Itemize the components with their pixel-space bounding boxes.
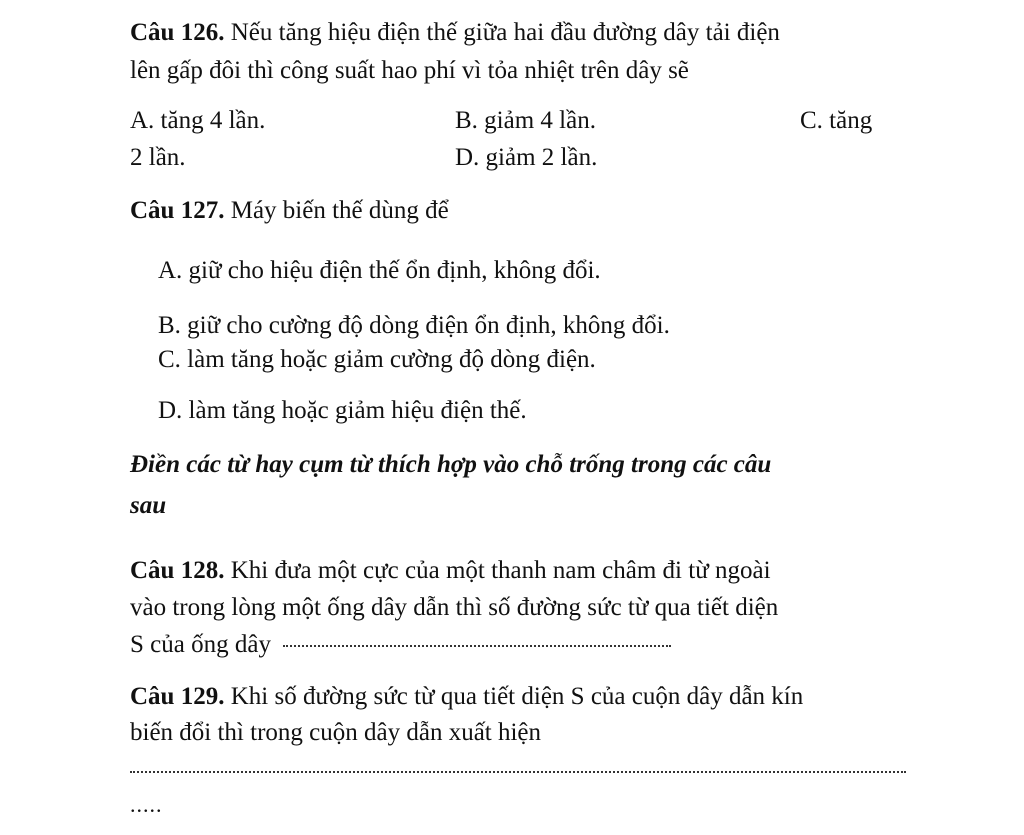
instruction-line1: Điền các từ hay cụm từ thích hợp vào chỗ trống trong các câu — [130, 451, 772, 478]
q129-line1 — [130, 682, 803, 712]
q126-option-c: C. tăng — [800, 107, 873, 134]
q126-option-d: D. giảm 2 lần. — [455, 144, 598, 171]
q126-line1 — [130, 18, 780, 48]
q129-text-line2: biến đổi thì trong cuộn dây dẫn xuất hiện — [130, 719, 542, 746]
q127-label: Câu 127. — [130, 197, 225, 224]
q126-text-line2: lên gấp đôi thì công suất hao phí vì tỏa nhiệt trên dây sẽ — [130, 57, 689, 84]
q126-option-c-cont: 2 lần. — [130, 144, 186, 171]
q127-line1 — [130, 196, 449, 226]
q128-answer-blank[interactable] — [283, 645, 671, 647]
q128-line3 — [130, 630, 671, 660]
q128-text-line3: S của ống dây — [130, 631, 278, 658]
q129-label: Câu 129. — [130, 683, 225, 710]
q128-label: Câu 128. — [130, 557, 225, 584]
q129-trailing-dots: ..... — [130, 792, 163, 817]
q127-option-c: C. làm tăng hoặc giảm cường độ dòng điện. — [158, 346, 596, 373]
q127-text: Máy biến thế dùng để — [224, 197, 449, 224]
q126-label: Câu 126. — [130, 19, 225, 46]
q128-text-line2: vào trong lòng một ống dây dẫn thì số đường sức từ qua tiết diện — [130, 594, 779, 621]
q127-option-a: A. giữ cho hiệu điện thế ổn định, không đổi. — [158, 257, 601, 284]
q129-answer-blank[interactable] — [130, 771, 906, 773]
q128-line1 — [130, 556, 771, 586]
q127-option-b: B. giữ cho cường độ dòng điện ổn định, không đổi. — [158, 312, 670, 339]
q126-option-a: A. tăng 4 lần. — [130, 107, 266, 134]
q129-text-line1: Khi số đường sức từ qua tiết diện S của cuộn dây dẫn kín — [224, 683, 804, 710]
q128-text-line1: Khi đưa một cực của một thanh nam châm đi từ ngoài — [224, 557, 771, 584]
q126-option-b: B. giảm 4 lần. — [455, 107, 596, 134]
q126-text-line1: Nếu tăng hiệu điện thế giữa hai đầu đường dây tải điện — [224, 19, 780, 46]
instruction-line2: sau — [130, 492, 167, 519]
q127-option-d: D. làm tăng hoặc giảm hiệu điện thế. — [158, 397, 527, 424]
